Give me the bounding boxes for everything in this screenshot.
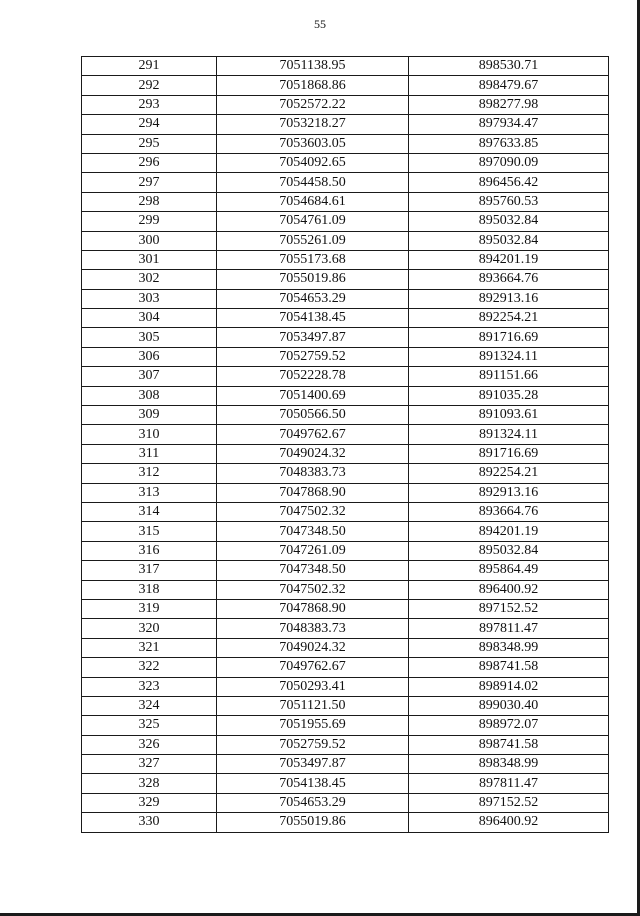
table-row (82, 735, 609, 754)
point-number-cell: 308 (82, 386, 217, 405)
point-number-cell: 313 (82, 483, 217, 502)
y-coordinate-cell: 898914.02 (409, 677, 609, 696)
point-number-cell: 330 (82, 813, 217, 832)
point-number-cell: 304 (82, 309, 217, 328)
x-coordinate-cell: 7047502.32 (217, 502, 409, 521)
table-row (82, 367, 609, 386)
point-number-cell: 307 (82, 367, 217, 386)
y-coordinate-cell: 897633.85 (409, 134, 609, 153)
y-coordinate-cell: 898479.67 (409, 76, 609, 95)
point-number-cell: 298 (82, 192, 217, 211)
x-coordinate-cell: 7053603.05 (217, 134, 409, 153)
y-coordinate-cell: 895760.53 (409, 192, 609, 211)
y-coordinate-cell: 891716.69 (409, 444, 609, 463)
table-row (82, 774, 609, 793)
point-number-cell: 312 (82, 464, 217, 483)
table-row (82, 755, 609, 774)
x-coordinate-cell: 7055173.68 (217, 250, 409, 269)
x-coordinate-cell: 7054653.29 (217, 793, 409, 812)
x-coordinate-cell: 7052572.22 (217, 95, 409, 114)
table-row (82, 580, 609, 599)
page-number: 55 (314, 17, 326, 31)
y-coordinate-cell: 893664.76 (409, 502, 609, 521)
x-coordinate-cell: 7047261.09 (217, 541, 409, 560)
y-coordinate-cell: 895032.84 (409, 231, 609, 250)
y-coordinate-cell: 898348.99 (409, 638, 609, 657)
table-row (82, 522, 609, 541)
table-row (82, 677, 609, 696)
point-number-cell: 296 (82, 153, 217, 172)
x-coordinate-cell: 7054653.29 (217, 289, 409, 308)
table-row (82, 502, 609, 521)
y-coordinate-cell: 891716.69 (409, 328, 609, 347)
table-row (82, 619, 609, 638)
point-number-cell: 327 (82, 755, 217, 774)
x-coordinate-cell: 7049762.67 (217, 425, 409, 444)
point-number-cell: 329 (82, 793, 217, 812)
table-row (82, 347, 609, 366)
point-number-cell: 321 (82, 638, 217, 657)
y-coordinate-cell: 895032.84 (409, 541, 609, 560)
y-coordinate-cell: 892254.21 (409, 309, 609, 328)
point-number-cell: 325 (82, 716, 217, 735)
table-row (82, 793, 609, 812)
point-number-cell: 328 (82, 774, 217, 793)
point-number-cell: 310 (82, 425, 217, 444)
y-coordinate-cell: 896400.92 (409, 580, 609, 599)
table-row (82, 192, 609, 211)
table-row (82, 638, 609, 657)
point-number-cell: 322 (82, 658, 217, 677)
table-row (82, 76, 609, 95)
y-coordinate-cell: 891035.28 (409, 386, 609, 405)
y-coordinate-cell: 898972.07 (409, 716, 609, 735)
y-coordinate-cell: 898741.58 (409, 735, 609, 754)
y-coordinate-cell: 898741.58 (409, 658, 609, 677)
x-coordinate-cell: 7051955.69 (217, 716, 409, 735)
x-coordinate-cell: 7048383.73 (217, 619, 409, 638)
x-coordinate-cell: 7054684.61 (217, 192, 409, 211)
x-coordinate-cell: 7052228.78 (217, 367, 409, 386)
point-number-cell: 326 (82, 735, 217, 754)
x-coordinate-cell: 7052759.52 (217, 347, 409, 366)
y-coordinate-cell: 897934.47 (409, 115, 609, 134)
y-coordinate-cell: 894201.19 (409, 250, 609, 269)
table-row (82, 309, 609, 328)
y-coordinate-cell: 897152.52 (409, 793, 609, 812)
point-number-cell: 315 (82, 522, 217, 541)
table-row (82, 464, 609, 483)
point-number-cell: 311 (82, 444, 217, 463)
y-coordinate-cell: 897811.47 (409, 774, 609, 793)
table-row (82, 231, 609, 250)
x-coordinate-cell: 7049024.32 (217, 638, 409, 657)
table-row (82, 425, 609, 444)
point-number-cell: 297 (82, 173, 217, 192)
y-coordinate-cell: 898277.98 (409, 95, 609, 114)
point-number-cell: 294 (82, 115, 217, 134)
x-coordinate-cell: 7047348.50 (217, 561, 409, 580)
point-number-cell: 302 (82, 270, 217, 289)
point-number-cell: 314 (82, 502, 217, 521)
point-number-cell: 316 (82, 541, 217, 560)
table-row (82, 289, 609, 308)
coordinate-table-body (82, 57, 609, 833)
point-number-cell: 303 (82, 289, 217, 308)
x-coordinate-cell: 7054092.65 (217, 153, 409, 172)
x-coordinate-cell: 7052759.52 (217, 735, 409, 754)
x-coordinate-cell: 7048383.73 (217, 464, 409, 483)
x-coordinate-cell: 7053218.27 (217, 115, 409, 134)
y-coordinate-cell: 899030.40 (409, 696, 609, 715)
y-coordinate-cell: 892254.21 (409, 464, 609, 483)
y-coordinate-cell: 895864.49 (409, 561, 609, 580)
x-coordinate-cell: 7053497.87 (217, 755, 409, 774)
y-coordinate-cell: 897090.09 (409, 153, 609, 172)
x-coordinate-cell: 7054138.45 (217, 774, 409, 793)
y-coordinate-cell: 896400.92 (409, 813, 609, 832)
point-number-cell: 324 (82, 696, 217, 715)
point-number-cell: 292 (82, 76, 217, 95)
table-row (82, 250, 609, 269)
point-number-cell: 317 (82, 561, 217, 580)
table-row (82, 444, 609, 463)
x-coordinate-cell: 7047868.90 (217, 483, 409, 502)
table-row (82, 483, 609, 502)
point-number-cell: 320 (82, 619, 217, 638)
y-coordinate-cell: 891093.61 (409, 406, 609, 425)
x-coordinate-cell: 7050566.50 (217, 406, 409, 425)
y-coordinate-cell: 898530.71 (409, 57, 609, 76)
x-coordinate-cell: 7053497.87 (217, 328, 409, 347)
point-number-cell: 293 (82, 95, 217, 114)
y-coordinate-cell: 893664.76 (409, 270, 609, 289)
x-coordinate-cell: 7049762.67 (217, 658, 409, 677)
y-coordinate-cell: 891324.11 (409, 425, 609, 444)
x-coordinate-cell: 7054458.50 (217, 173, 409, 192)
x-coordinate-cell: 7051121.50 (217, 696, 409, 715)
table-row (82, 599, 609, 618)
point-number-cell: 318 (82, 580, 217, 599)
y-coordinate-cell: 891151.66 (409, 367, 609, 386)
x-coordinate-cell: 7050293.41 (217, 677, 409, 696)
point-number-cell: 301 (82, 250, 217, 269)
table-row (82, 406, 609, 425)
x-coordinate-cell: 7051400.69 (217, 386, 409, 405)
x-coordinate-cell: 7047868.90 (217, 599, 409, 618)
point-number-cell: 291 (82, 57, 217, 76)
point-number-cell: 319 (82, 599, 217, 618)
x-coordinate-cell: 7055261.09 (217, 231, 409, 250)
table-row (82, 57, 609, 76)
table-row (82, 95, 609, 114)
table-row (82, 212, 609, 231)
point-number-cell: 309 (82, 406, 217, 425)
x-coordinate-cell: 7055019.86 (217, 270, 409, 289)
table-row (82, 270, 609, 289)
y-coordinate-cell: 897811.47 (409, 619, 609, 638)
x-coordinate-cell: 7054138.45 (217, 309, 409, 328)
table-row (82, 813, 609, 832)
y-coordinate-cell: 896456.42 (409, 173, 609, 192)
table-row (82, 716, 609, 735)
y-coordinate-cell: 894201.19 (409, 522, 609, 541)
point-number-cell: 295 (82, 134, 217, 153)
y-coordinate-cell: 892913.16 (409, 483, 609, 502)
table-row (82, 541, 609, 560)
x-coordinate-cell: 7055019.86 (217, 813, 409, 832)
x-coordinate-cell: 7054761.09 (217, 212, 409, 231)
table-row (82, 561, 609, 580)
point-number-cell: 323 (82, 677, 217, 696)
point-number-cell: 299 (82, 212, 217, 231)
point-number-cell: 306 (82, 347, 217, 366)
y-coordinate-cell: 892913.16 (409, 289, 609, 308)
point-number-cell: 305 (82, 328, 217, 347)
coordinate-table (81, 56, 609, 833)
table-row (82, 658, 609, 677)
x-coordinate-cell: 7049024.32 (217, 444, 409, 463)
table-row (82, 134, 609, 153)
y-coordinate-cell: 898348.99 (409, 755, 609, 774)
table-row (82, 328, 609, 347)
table-row (82, 173, 609, 192)
table-row (82, 696, 609, 715)
y-coordinate-cell: 895032.84 (409, 212, 609, 231)
table-row (82, 386, 609, 405)
x-coordinate-cell: 7047348.50 (217, 522, 409, 541)
point-number-cell: 300 (82, 231, 217, 250)
x-coordinate-cell: 7051138.95 (217, 57, 409, 76)
y-coordinate-cell: 891324.11 (409, 347, 609, 366)
y-coordinate-cell: 897152.52 (409, 599, 609, 618)
x-coordinate-cell: 7047502.32 (217, 580, 409, 599)
x-coordinate-cell: 7051868.86 (217, 76, 409, 95)
table-row (82, 115, 609, 134)
table-row (82, 153, 609, 172)
